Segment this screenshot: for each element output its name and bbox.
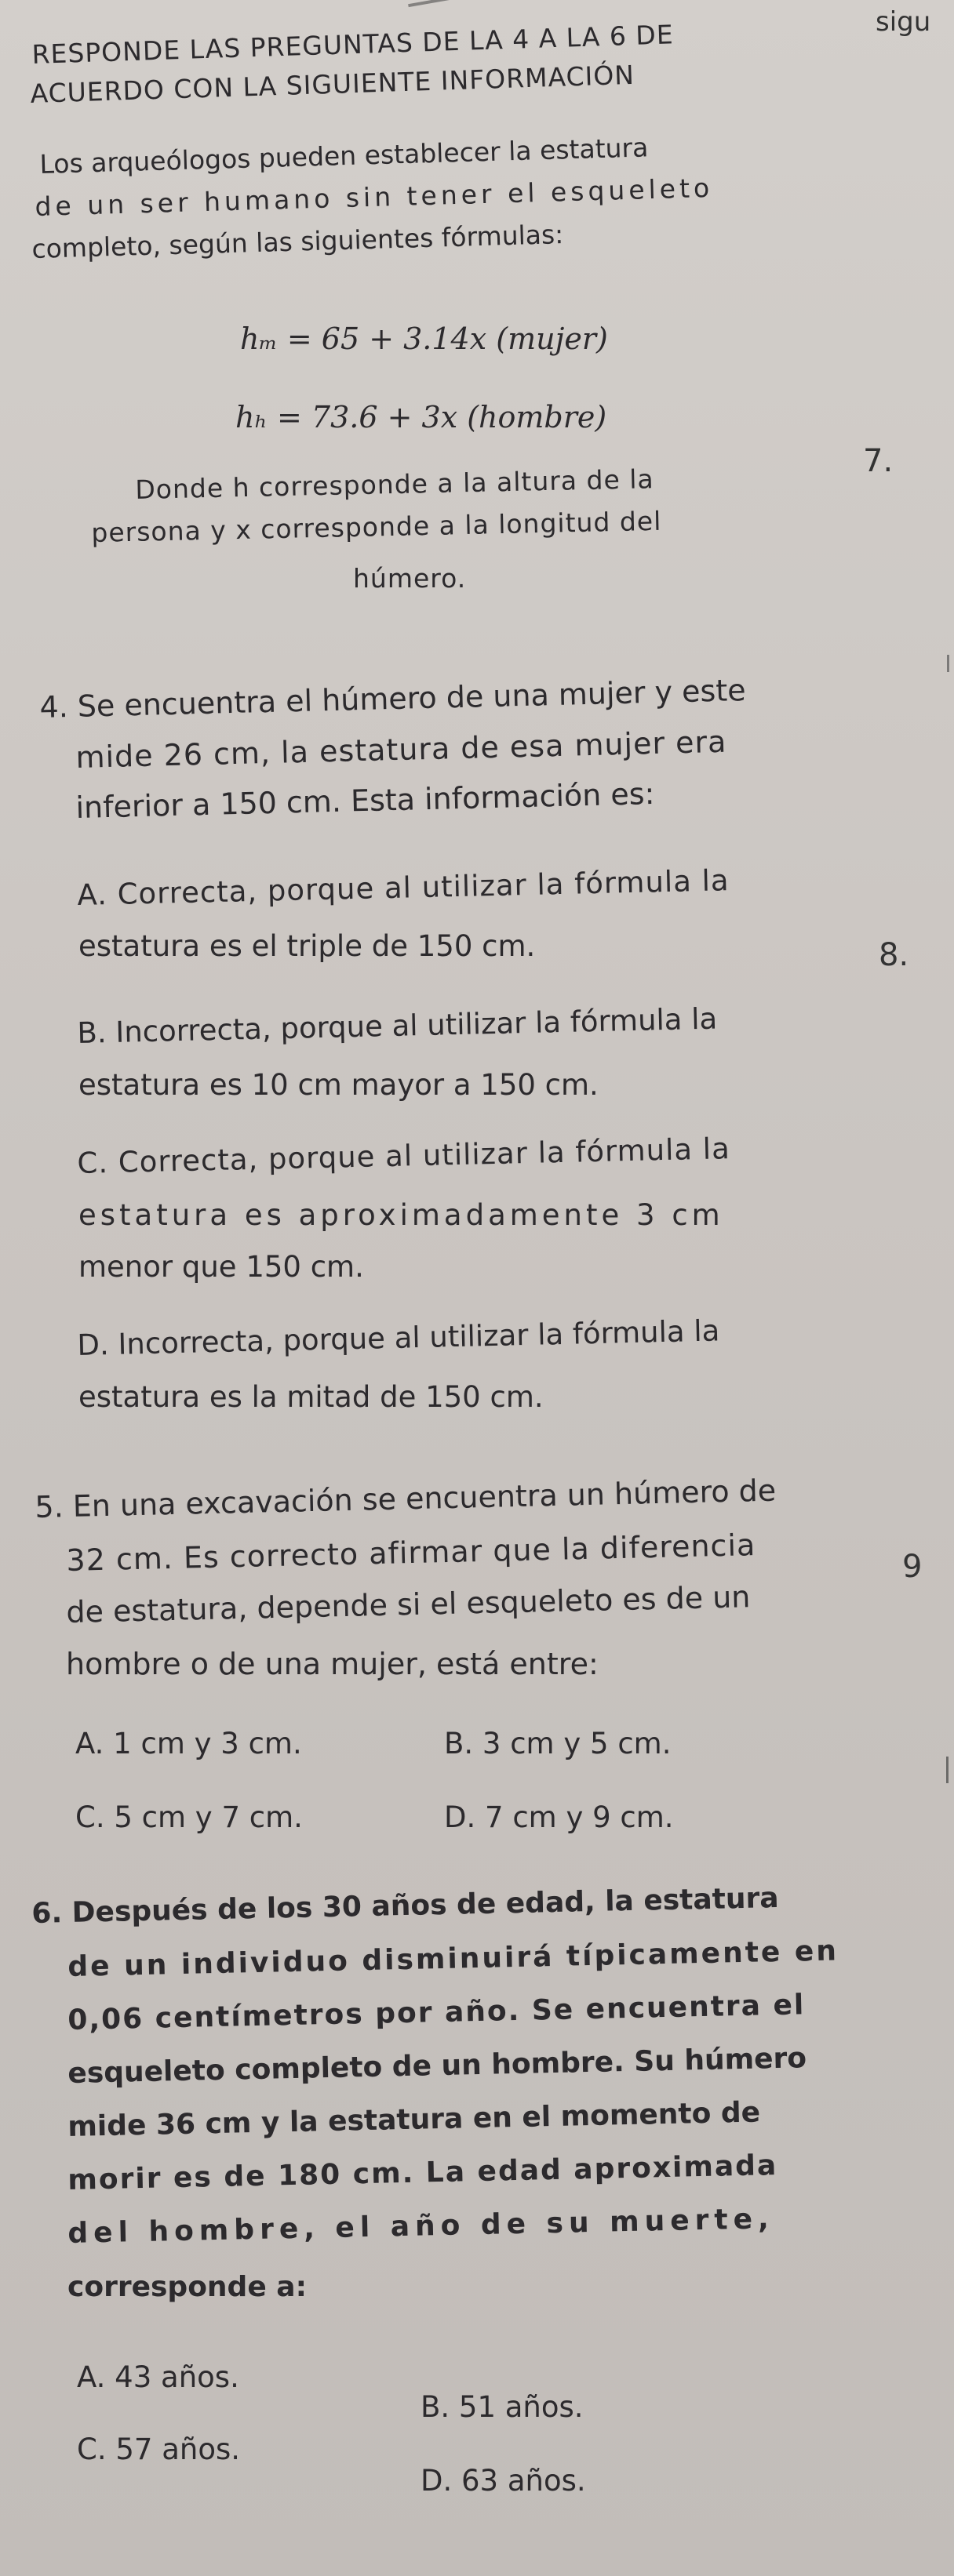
q6-line-1: 6. Después de los 30 años de edad, la estatura [31,1882,779,1930]
side-number-9: 9 [902,1549,923,1585]
q4-line-1: 4. Se encuentra el húmero de una mujer y este [39,673,747,725]
q4-line-3: inferior a 150 cm. Esta información es: [75,776,655,825]
definition-line-1: Donde h corresponde a la altura de la [135,463,655,505]
q5-line-1: 5. En una excavación se encuentra un húmero de [35,1473,777,1524]
definition-line-3: húmero. [353,563,467,594]
q6-option-a: A. 43 años. [77,2360,239,2394]
intro-line-1: Los arqueólogos pueden establecer la estatura [39,132,649,180]
q6-line-5: mide 36 cm y la estatura en el momento de [67,2096,761,2143]
q6-option-d: D. 63 años. [421,2464,586,2498]
q4-option-d-line-2: estatura es la mitad de 150 cm. [78,1380,544,1414]
q5-option-d: D. 7 cm y 9 cm. [444,1800,674,1834]
q6-line-2: de un individuo disminuirá típicamente en [67,1935,839,1983]
q6-option-c: C. 57 años. [77,2432,240,2466]
q4-option-c-line-3: menor que 150 cm. [78,1250,364,1284]
header-line-1: RESPONDE LAS PREGUNTAS DE LA 4 A LA 6 DE [31,19,675,70]
q5-line-2: 32 cm. Es correcto afirmar que la diferencia [66,1528,756,1578]
q5-option-a: A. 1 cm y 3 cm. [75,1727,302,1760]
top-stray-mark [408,0,455,7]
q6-line-4: esqueleto completo de un hombre. Su húmero [67,2042,807,2090]
edge-mark-2 [946,1757,949,1783]
top-right-fragment: sigu [876,6,931,38]
side-number-7: 7. [863,443,894,479]
header-line-2: ACUERDO CON LA SIGUIENTE INFORMACIÓN [30,59,635,109]
q4-option-c-line-1: C. Correcta, porque al utilizar la fórmula la [77,1132,731,1180]
q6-option-b: B. 51 años. [421,2390,584,2424]
intro-line-3: completo, según las siguientes fórmulas: [31,219,564,264]
q4-option-a-line-1: A. Correcta, porque al utilizar la fórmula la [77,863,730,912]
formula-mujer: hₘ = 65 + 3.14x (mujer) [240,322,608,356]
formula-hombre: hₕ = 73.6 + 3x (hombre) [235,400,607,434]
side-number-8: 8. [879,937,909,973]
q5-line-4: hombre o de una mujer, está entre: [66,1647,599,1681]
q6-line-7: del hombre, el año de su muerte, [67,2203,775,2250]
intro-line-2: de un ser humano sin tener el esqueleto [35,172,714,222]
q5-option-b: B. 3 cm y 5 cm. [444,1727,672,1760]
q5-option-c: C. 5 cm y 7 cm. [75,1800,303,1834]
q6-line-6: morir es de 180 cm. La edad aproximada [67,2149,778,2196]
q4-option-c-line-2: estatura es aproximadamente 3 cm [78,1198,724,1232]
definition-line-2: persona y x corresponde a la longitud del [91,505,662,548]
q4-option-d-line-1: D. Incorrecta, porque al utilizar la fórmula la [77,1313,720,1362]
q4-option-a-line-2: estatura es el triple de 150 cm. [78,929,536,963]
q4-line-2: mide 26 cm, la estatura de esa mujer era [75,724,727,775]
q6-line-8: corresponde a: [67,2271,307,2303]
q6-line-3: 0,06 centímetros por año. Se encuentra el [67,1989,806,2036]
q4-option-b-line-2: estatura es 10 cm mayor a 150 cm. [78,1068,599,1102]
edge-mark [947,655,949,672]
q5-line-3: de estatura, depende si el esqueleto es de un [66,1579,751,1630]
q4-option-b-line-1: B. Incorrecta, porque al utilizar la fórmula la [77,1001,718,1050]
